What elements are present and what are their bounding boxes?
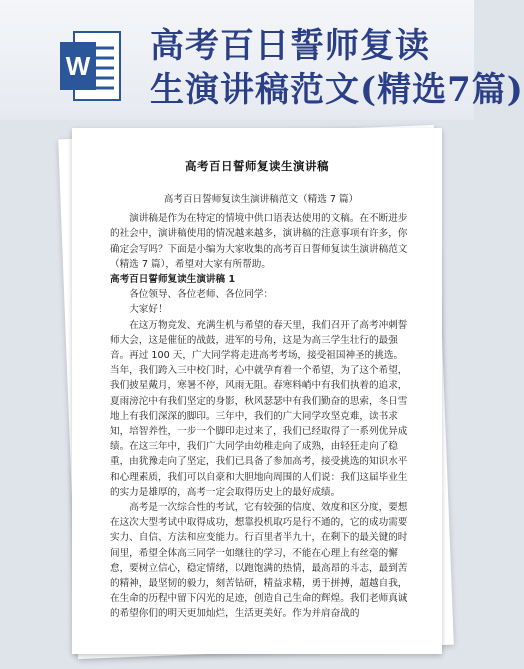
document-page (72, 128, 442, 654)
document-subtitle: 高考百日誓师复读生演讲稿范文（精选 7 篇） (163, 194, 359, 205)
intro-paragraph: 演讲稿是作为在特定的情境中供口语表达使用的文稿。在不断进步的社会中，演讲稿使用的情况越来越多，演讲稿的注意事项有许多，你确定会写吗？下面是小编为大家收集的高考百日誓师复读生演讲稿范文（精选 7 篇），希望对大家有所帮助。 (110, 213, 408, 270)
document-title: 高考百日誓师复读生演讲稿 (185, 159, 329, 173)
banner-title-line2: 生演讲稿范文(精选7篇) (150, 70, 524, 110)
body-paragraph-2: 高考是一次综合性的考试，它有较强的信度、效度和区分度，要想在这次大型考试中取得成功，想靠投机取巧是行不通的，它的成功需要实力、自信、方法和应变能力。行百里者半九十，在剩下的最关键的时间里，希望全体高三同学一如继往的学习，不能在心理上有丝毫的懈怠，要树立信心，稳定情绪，以跑饱满的热情，最高昂的斗志，最到苦的精神，最坚韧的毅力，刻苦钻研，精益求精，勇于拼搏，超越自我，在生命的历程中留下闪光的足迹，创造自己生命的辉煌。我们老师真诚的希望你们的明天更加灿烂，生活更美好。作为并肩奋战的 (110, 502, 408, 620)
banner-title-line1: 高考百日誓师复读 (150, 26, 430, 66)
word-icon-letter: W (65, 51, 91, 81)
banner-title (150, 24, 524, 112)
document-body (72, 174, 442, 622)
greeting: 大家好！ (129, 304, 168, 316)
body-paragraph-1: 在这万物竞发、充满生机与希望的春天里，我们召开了高考冲刺誓师大会，这是催征的战鼓，进军的号角，这是为高三学生壮行的最强音。再过 100 天，广大同学将走进高考考场，接受祖国神圣的挑选。当年，我们跨入三中校门时，心中就孕育着一个希望，为了这个希望，我们披星戴月，寒暑不停，风雨无阻。春寒料峭中有我们执着的追求，夏雨滂沱中有我们坚定的身影，秋风瑟瑟中有我们勤奋的思索，冬日雪地上有我们深深的脚印。三年中，我们的广大同学攻坚克难，读书求知，培智养性，一步一个脚印走过来了，我们已经取得了一系列优异成绩。在这三年中，我们广大同学由幼稚走向了成熟，由轻狂走向了稳重，由犹豫走向了坚定，我们已具备了参加高考，接受挑选的知识水平和心理素质，我们可以自豪和大胆地向周围的人们说：我们这届毕业生的实力是雄厚的，高考一定会取得历史上的最好成绩。 (110, 319, 408, 498)
header-banner (0, 0, 524, 120)
salutation: 各位领导、各位老师、各位同学： (129, 289, 274, 301)
word-document-icon (60, 30, 122, 102)
section-heading: 高考百日誓师复读生演讲稿 1 (110, 274, 236, 286)
